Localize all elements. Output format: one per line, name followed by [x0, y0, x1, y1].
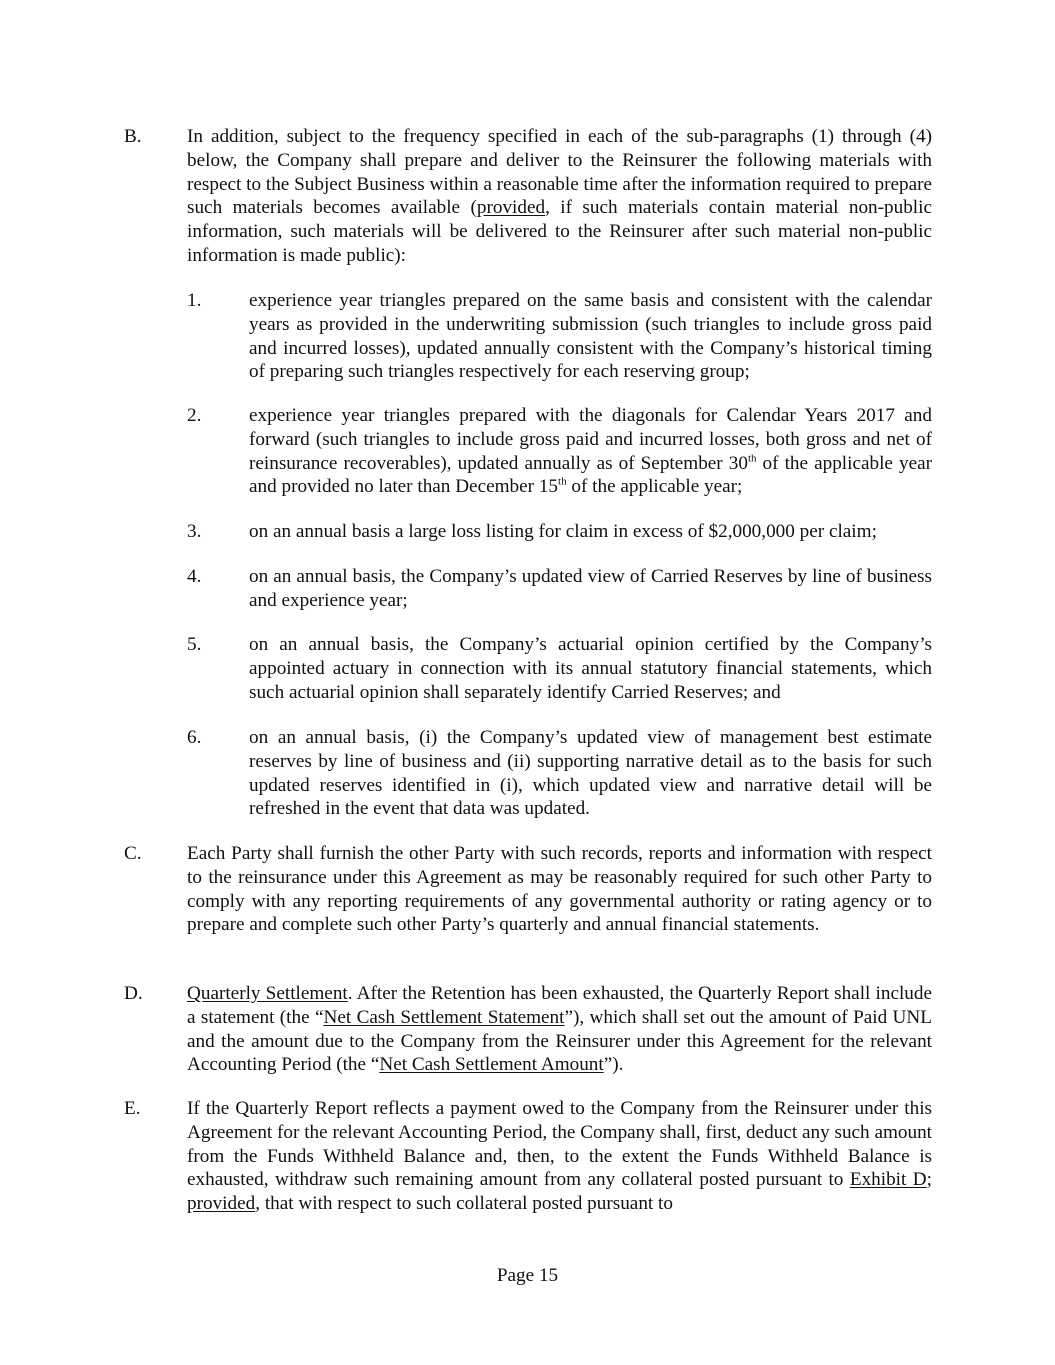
- list-item-text: experience year triangles prepared on the same basis and consistent with the calendar years as provided in the underwriting submission (such triangles to include gross paid and incurred losses), updated annually consistent with the Company’s historical timing of preparing such triangles respectively for each reserving group;: [249, 290, 932, 383]
- list-item-text: experience year triangles prepared with the diagonals for Calendar Years 2017 and forward (such triangles to include gross paid and incurred losses, both gross and net of reinsurance recoverables), updated annually as of September 30th of the applicable year and provided no later than December 15th of the applicable year;: [249, 405, 932, 498]
- page-number: Page 15: [496, 1265, 559, 1286]
- paragraph-c: [124, 842, 932, 937]
- list-item-label: 3.: [187, 521, 202, 542]
- list-item-label: 1.: [187, 290, 202, 311]
- paragraph-label: B.: [124, 126, 142, 147]
- paragraph-text: Quarterly Settlement. After the Retention has been exhausted, the Quarterly Report shall include a statement (the “Net Cash Settlement Statement”), which shall set out the amount of Paid UNL and the amount due to the Company from the Reinsurer under this Agreement for the relevant Accounting Period (the “Net Cash Settlement Amount”).: [187, 983, 932, 1076]
- list-item-label: 5.: [187, 634, 202, 655]
- list-item-2: [187, 404, 932, 499]
- paragraph-e: [124, 1097, 932, 1216]
- paragraph-label: E.: [124, 1098, 141, 1119]
- provided-term: provided: [187, 1193, 256, 1215]
- section-heading: Quarterly Settlement: [187, 983, 348, 1004]
- list-item-4: [187, 565, 932, 613]
- paragraph-label: C.: [124, 843, 142, 864]
- paragraph-label: D.: [124, 983, 143, 1004]
- defined-term: Net Cash Settlement Statement: [323, 1006, 565, 1028]
- paragraph-d: [124, 982, 932, 1077]
- list-item-text: on an annual basis, the Company’s actuarial opinion certified by the Company’s appointed actuary in connection with its annual statutory financial statements, which such actuarial opinion shall separately identify Carried Reserves; and: [249, 634, 932, 703]
- list-item-text: on an annual basis a large loss listing for claim in excess of $2,000,000 per claim;: [249, 521, 877, 542]
- paragraph-b: [124, 125, 932, 268]
- exhibit-reference: Exhibit D: [849, 1169, 927, 1191]
- list-item-label: 6.: [187, 727, 202, 748]
- paragraph-text: If the Quarterly Report reflects a payment owed to the Company from the Reinsurer under this Agreement for the relevant Accounting Period, the Company shall, first, deduct any such amount from the Funds Withheld Balance and, then, to the extent the Funds Withheld Balance is exhausted, withdraw such remaining amount from any collateral posted pursuant to Exhibit D; provided, that with respect to such collateral posted pursuant to: [187, 1098, 932, 1215]
- list-item-1: [187, 289, 932, 384]
- paragraph-text: Each Party shall furnish the other Party with such records, reports and information with respect to the reinsurance under this Agreement as may be reasonably required for such other Party to comply with any reporting requirements of any governmental authority or rating agency or to prepare and complete such other Party’s quarterly and annual financial statements.: [187, 843, 932, 936]
- defined-term: Net Cash Settlement Amount: [379, 1054, 604, 1076]
- list-item-6: [187, 726, 932, 821]
- list-item-label: 2.: [187, 405, 202, 426]
- list-item-text: on an annual basis, (i) the Company’s updated view of management best estimate reserves by line of business and (ii) supporting narrative detail as to the basis for such updated reserves identified in (i), which updated view and narrative detail will be refreshed in the event that data was updated.: [249, 727, 932, 820]
- list-item-5: [187, 633, 932, 704]
- list-item-3: [187, 520, 932, 544]
- list-item-text: on an annual basis, the Company’s updated view of Carried Reserves by line of business and experience year;: [249, 566, 932, 611]
- list-item-label: 4.: [187, 566, 202, 587]
- paragraph-text: In addition, subject to the frequency specified in each of the sub-paragraphs (1) through (4) below, the Company shall prepare and deliver to the Reinsurer the following materials with respect to the Subject Business within a reasonable time after the information required to prepare such materials becomes available (provided, if such materials contain material non-public information, such materials will be delivered to the Reinsurer after such material non-public information is made public):: [187, 126, 932, 266]
- provided-term: provided: [476, 197, 546, 219]
